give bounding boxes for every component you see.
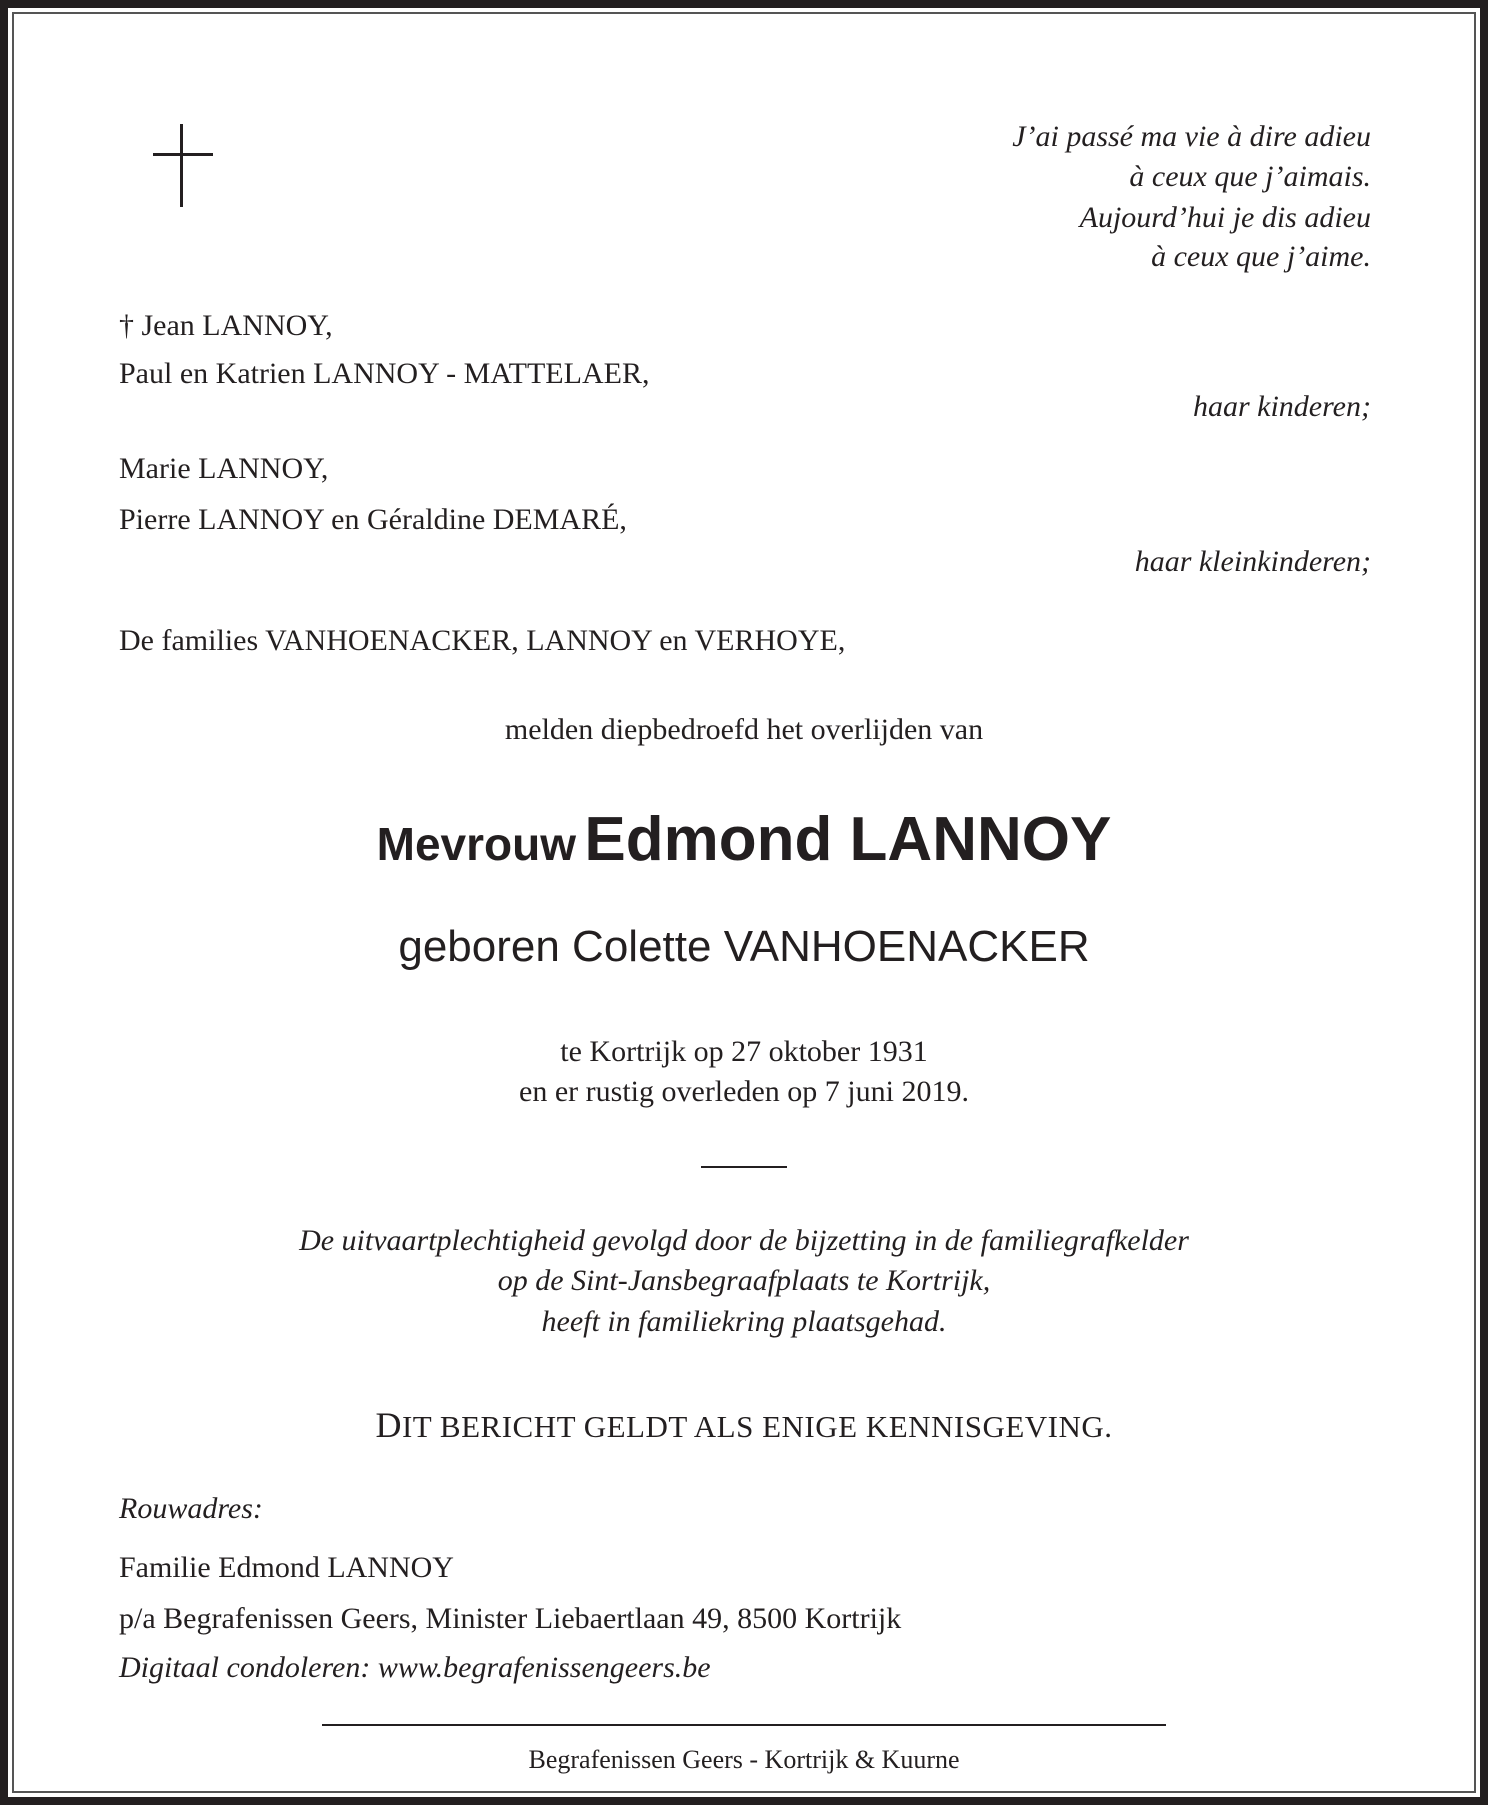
footer-rule — [322, 1724, 1166, 1726]
deceased-title: Mevrouw — [376, 818, 577, 870]
deceased-name — [0, 800, 1488, 880]
funeral-line: heeft in familiekring plaatsgehad. — [541, 1305, 947, 1338]
maiden-name: geboren Colette VANHOENACKER — [398, 922, 1090, 971]
funeral-line: De uitvaartplechtigheid gevolgd door de bijzetting in de familiegrafkelder — [299, 1224, 1189, 1257]
poem-line: J’ai passé ma vie à dire adieu — [1012, 120, 1371, 153]
notice-text: IT BERICHT GELDT ALS ENIGE KENNISGEVING. — [401, 1409, 1113, 1444]
poem-line: Aujourd’hui je dis adieu — [1079, 201, 1371, 234]
birth-line: te Kortrijk op 27 oktober 1931 — [560, 1035, 928, 1068]
child-name: Paul en Katrien LANNOY - MATTELAER, — [119, 357, 650, 390]
funeral-line: op de Sint-Jansbegraafplaats te Kortrijk, — [497, 1264, 991, 1297]
children-label: haar kinderen; — [1192, 390, 1371, 423]
address-name: Familie Edmond LANNOY — [119, 1551, 454, 1584]
online-condolence: Digitaal condoleren: www.begrafenissengeers.be — [119, 1651, 711, 1684]
divider — [701, 1166, 787, 1168]
cross-icon — [153, 124, 213, 207]
grandchild-name: Pierre LANNOY en Géraldine DEMARÉ, — [119, 503, 627, 536]
address-street: p/a Begrafenissen Geers, Minister Liebaertlaan 49, 8500 Kortrijk — [119, 1602, 902, 1635]
child-name: † Jean LANNOY, — [119, 309, 333, 342]
notice — [0, 1405, 1488, 1445]
grandchild-name: Marie LANNOY, — [119, 452, 329, 485]
announcement: melden diepbedroefd het overlijden van — [504, 713, 984, 746]
deceased-fullname: Edmond LANNOY — [584, 805, 1112, 874]
poem-line: à ceux que j’aime. — [1151, 240, 1371, 273]
footer-text: Begrafenissen Geers - Kortrijk & Kuurne — [528, 1745, 960, 1774]
poem-line: à ceux que j’aimais. — [1129, 160, 1371, 193]
address-label: Rouwadres: — [119, 1492, 263, 1525]
notice-initial: D — [375, 1405, 402, 1445]
death-line: en er rustig overleden op 7 juni 2019. — [519, 1075, 969, 1108]
grandchildren-label: haar kleinkinderen; — [1134, 545, 1371, 578]
families: De families VANHOENACKER, LANNOY en VERHOYE, — [119, 624, 846, 657]
